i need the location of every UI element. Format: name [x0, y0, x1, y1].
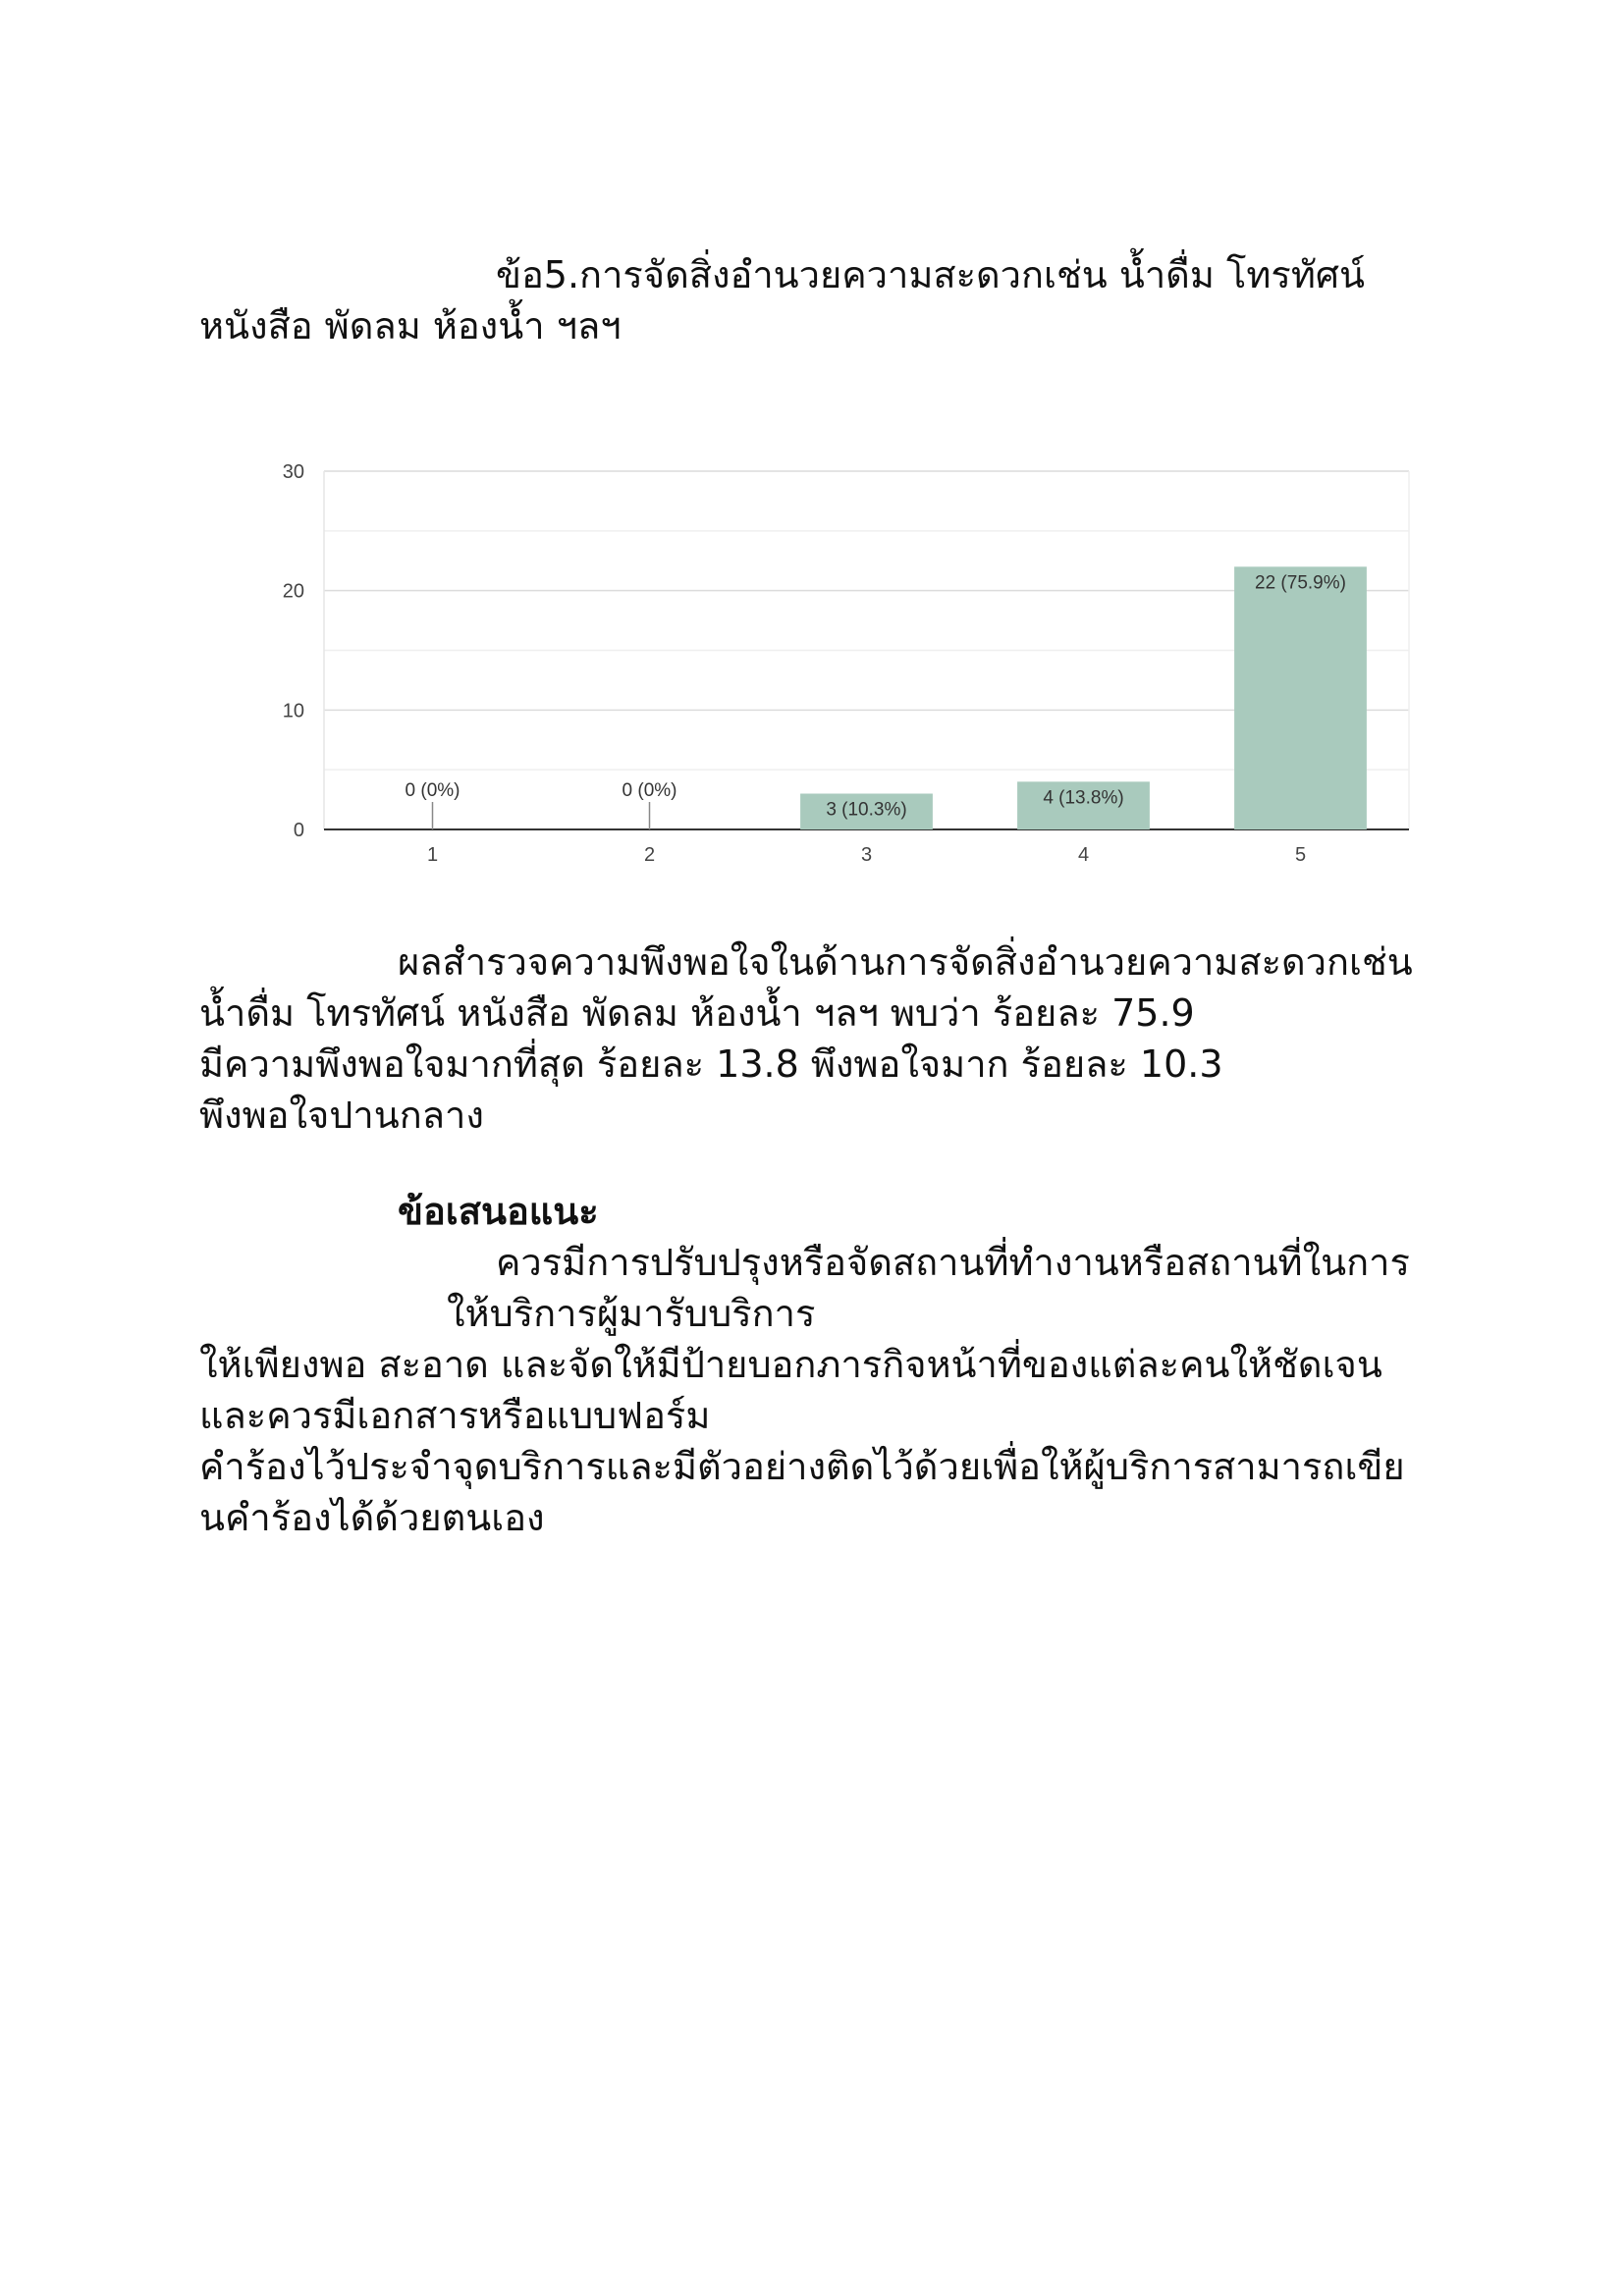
suggestion-line-4: และควรมีเอกสารหรือแบบฟอร์ม: [199, 1394, 711, 1437]
suggestion-line-6: นคำร้องได้ด้วยตนเอง: [199, 1496, 545, 1539]
summary-line-3: มีความพึงพอใจมากที่สุด ร้อยละ 13.8 พึงพอใจมาก ร้อยละ 10.3: [199, 1042, 1223, 1086]
summary-line-2: น้ำดื่ม โทรทัศน์ หนังสือ พัดลม ห้องน้ำ ฯลฯ พบว่า ร้อยละ 75.9: [199, 991, 1195, 1035]
summary-line-1: ผลสำรวจความพึงพอใจในด้านการจัดสิ่งอำนวยความสะดวกเช่น: [398, 940, 1413, 984]
heading-line-2: หนังสือ พัดลม ห้องน้ำ ฯลฯ: [199, 304, 622, 347]
x-tick-label: 2: [643, 844, 656, 866]
data-label-1: 0 (0%): [405, 780, 460, 801]
heading-line-1: ข้อ5.การจัดสิ่งอำนวยความสะดวกเช่น น้ำดื่ม โทรทัศน์: [496, 253, 1365, 296]
bar-5: [1234, 566, 1367, 829]
y-tick-label: 20: [282, 580, 304, 603]
data-label-4: 4 (13.8%): [1043, 787, 1124, 809]
suggestion-line-2: ให้บริการผู้มารับบริการ: [447, 1292, 816, 1335]
y-tick-label: 30: [282, 461, 304, 483]
x-tick-label: 4: [1077, 844, 1090, 866]
suggestion-line-1: ควรมีการปรับปรุงหรือจัดสถานที่ทำงานหรือสถานที่ในการ: [496, 1241, 1410, 1284]
data-label-5: 22 (75.9%): [1255, 572, 1346, 594]
suggestion-title: ข้อเสนอแนะ: [398, 1190, 599, 1233]
data-label-2: 0 (0%): [622, 780, 677, 801]
summary-line-4: พึงพอใจปานกลาง: [199, 1094, 484, 1137]
x-tick-label: 1: [426, 844, 439, 866]
data-label-3: 3 (10.3%): [826, 799, 907, 821]
x-tick-label: 3: [860, 844, 873, 866]
suggestion-line-5: คำร้องไว้ประจำจุดบริการและมีตัวอย่างติดไว้ด้วยเพื่อให้ผู้บริการสามารถเขีย: [199, 1445, 1405, 1488]
x-tick-label: 5: [1294, 844, 1307, 866]
bar-chart: [265, 447, 1424, 879]
y-tick-label: 0: [293, 820, 304, 841]
suggestion-line-3: ให้เพียงพอ สะอาด และจัดให้มีป้ายบอกภารกิจหน้าที่ของแต่ละคนให้ชัดเจน: [199, 1343, 1382, 1386]
y-tick-label: 10: [282, 700, 304, 722]
